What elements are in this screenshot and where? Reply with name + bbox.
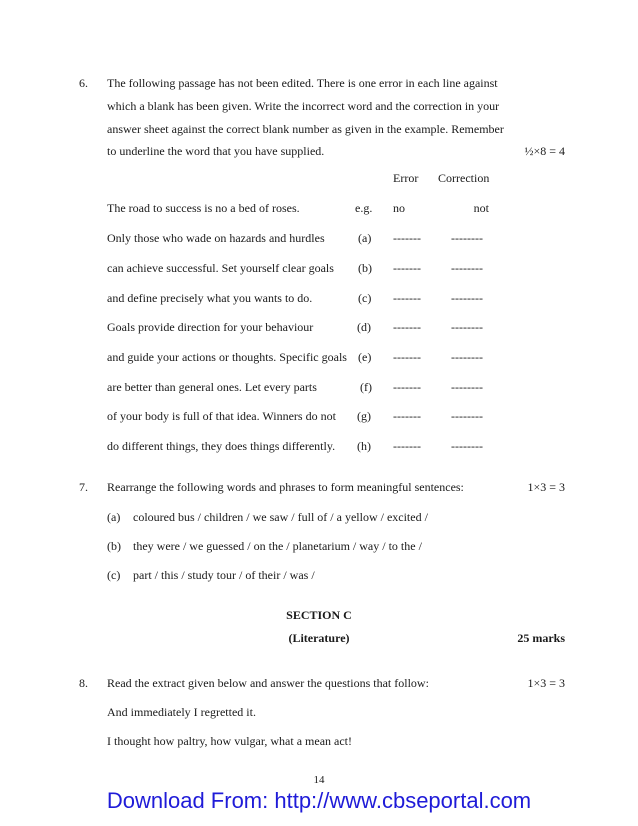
edit-row-error: ------- (393, 380, 421, 394)
section-subtitle: (Literature) (288, 631, 350, 645)
column-header-correction: Correction (438, 171, 490, 185)
edit-row-text: and define precisely what you wants to do. (107, 291, 313, 305)
question-6-line-3: answer sheet against the correct blank number as given in the example. Remember (107, 122, 504, 136)
rearrange-item-label: (c) (107, 568, 121, 582)
edit-row-correction: -------- (451, 439, 483, 453)
question-8-number: 8. (79, 676, 88, 690)
edit-row-correction: -------- (451, 231, 483, 245)
edit-row-correction: -------- (451, 380, 483, 394)
rearrange-item-label: (b) (107, 539, 121, 553)
edit-row-correction: not (473, 201, 489, 215)
question-8-marks: 1×3 = 3 (527, 676, 565, 690)
edit-row-label: (f) (360, 380, 372, 394)
edit-row-error: ------- (393, 350, 421, 364)
edit-row-label: (g) (357, 409, 371, 423)
edit-row-error: ------- (393, 409, 421, 423)
edit-row-label: (h) (357, 439, 371, 453)
column-header-error: Error (393, 171, 419, 185)
edit-row-error: ------- (393, 320, 421, 334)
question-7-marks: 1×3 = 3 (527, 480, 565, 494)
edit-row-text: can achieve successful. Set yourself clear goals (107, 261, 334, 275)
edit-row-correction: -------- (451, 261, 483, 275)
edit-row-text: do different things, they does things differently. (107, 439, 336, 453)
question-6-number: 6. (79, 76, 88, 90)
edit-row-text: and guide your actions or thoughts. Specific goals (107, 350, 347, 364)
edit-row-label: (d) (357, 320, 371, 334)
edit-row-error: ------- (393, 261, 421, 275)
edit-row-text: of your body is full of that idea. Winners do not (107, 409, 336, 423)
download-link[interactable]: Download From: http://www.cbseportal.com (106, 788, 532, 813)
rearrange-item-text: coloured bus / children / we saw / full of / a yellow / excited / (133, 510, 428, 524)
edit-row-error: ------- (393, 291, 421, 305)
extract-line-2: I thought how paltry, how vulgar, what a mean act! (107, 734, 353, 748)
question-6-marks: ½×8 = 4 (524, 144, 565, 158)
question-6-line-1: The following passage has not been edited. There is one error in each line against (107, 76, 498, 90)
rearrange-item-label: (a) (107, 510, 121, 524)
edit-row-correction: -------- (451, 291, 483, 305)
edit-row-error: ------- (393, 231, 421, 245)
edit-row-correction: -------- (451, 350, 483, 364)
edit-row-error: ------- (393, 439, 421, 453)
extract-line-1: And immediately I regretted it. (107, 705, 256, 719)
edit-row-correction: -------- (451, 409, 483, 423)
question-8-text: Read the extract given below and answer the questions that follow: (107, 676, 429, 690)
rearrange-item-text: they were / we guessed / on the / planetarium / way / to the / (133, 539, 422, 553)
section-marks: 25 marks (517, 631, 565, 645)
edit-row-label: (c) (358, 291, 372, 305)
edit-row-text: are better than general ones. Let every parts (107, 380, 317, 394)
question-6-line-2: which a blank has been given. Write the incorrect word and the correction in your (107, 99, 500, 113)
page-number: 14 (313, 774, 325, 786)
rearrange-item-text: part / this / study tour / of their / was / (133, 568, 315, 582)
question-7-number: 7. (79, 480, 88, 494)
edit-row-text: Goals provide direction for your behaviour (107, 320, 314, 334)
edit-row-label: e.g. (355, 201, 373, 215)
edit-row-correction: -------- (451, 320, 483, 334)
edit-row-label: (e) (358, 350, 372, 364)
question-6-line-4: to underline the word that you have supplied. (107, 144, 325, 158)
question-7-text: Rearrange the following words and phrases to form meaningful sentences: (107, 480, 464, 494)
edit-row-text: The road to success is no a bed of roses. (107, 201, 300, 215)
edit-row-label: (b) (358, 261, 372, 275)
edit-row-label: (a) (358, 231, 372, 245)
section-title: SECTION C (286, 608, 352, 622)
edit-row-text: Only those who wade on hazards and hurdles (107, 231, 325, 245)
edit-row-error: no (393, 201, 405, 215)
